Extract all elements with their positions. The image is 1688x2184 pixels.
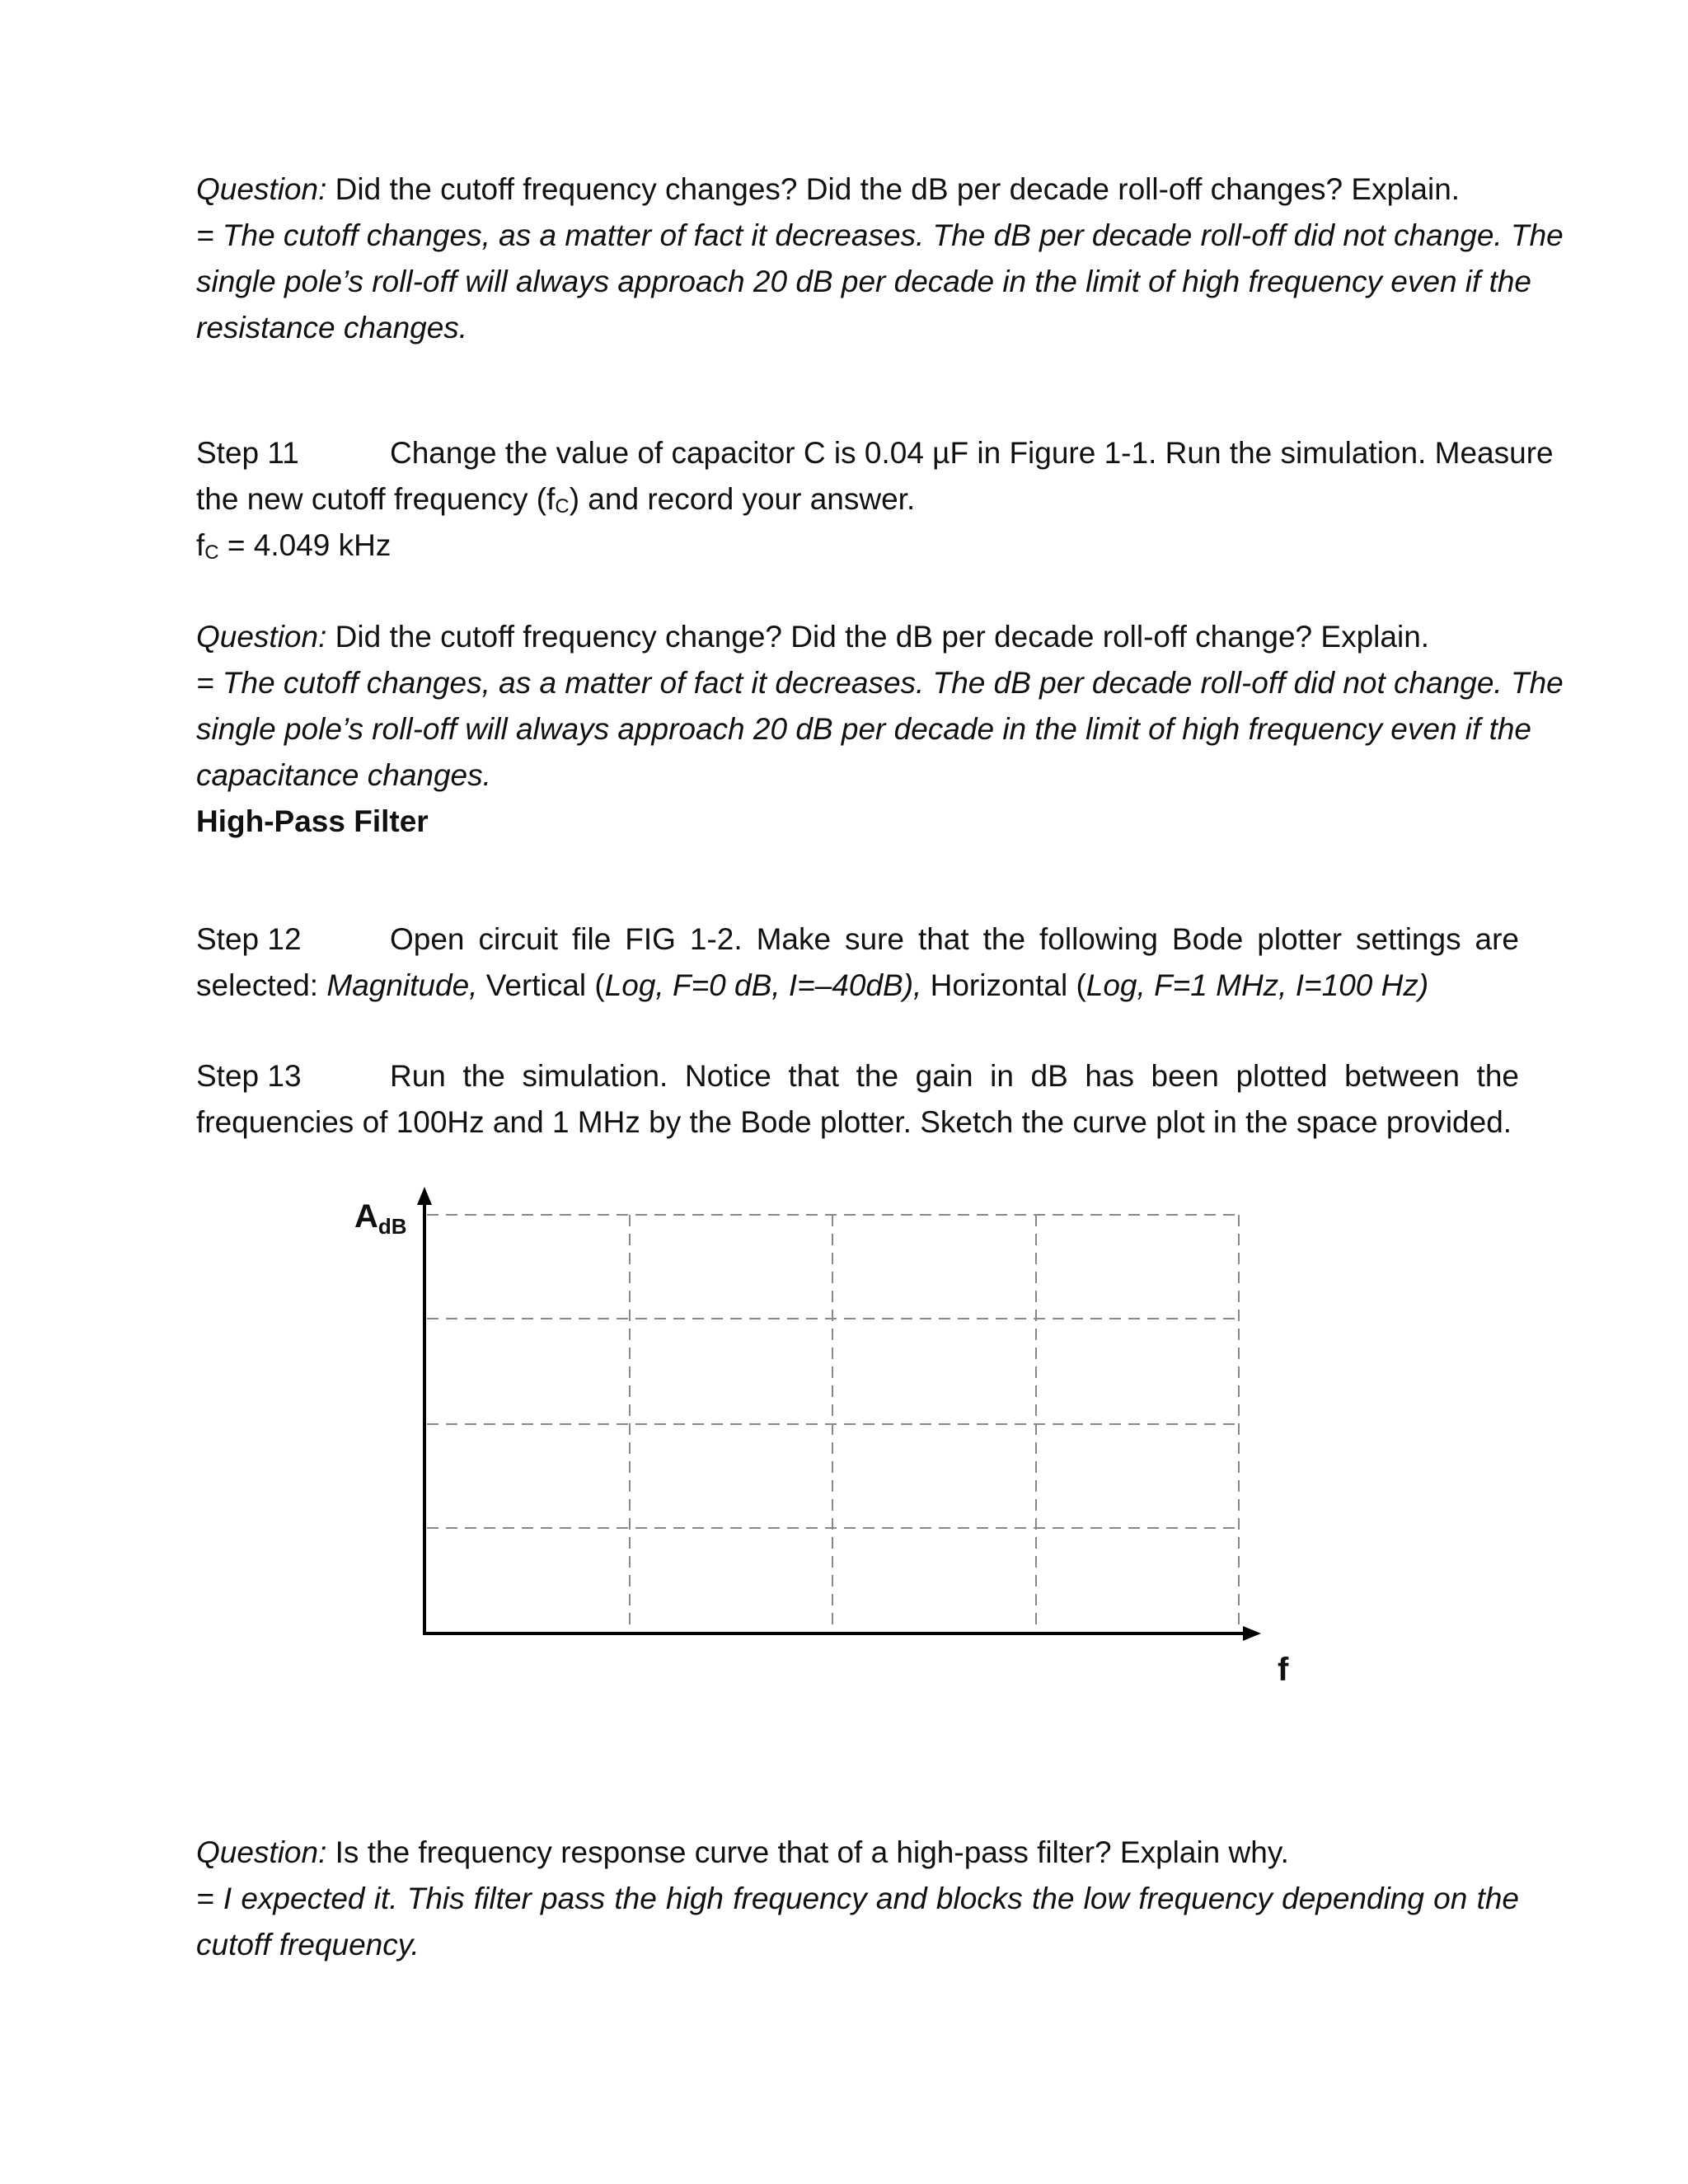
answer-line: resistance changes.: [196, 311, 468, 344]
question-2-prompt: [196, 614, 1519, 660]
step-11-line-2: [196, 476, 1519, 523]
subscript: C: [204, 541, 219, 564]
step-13: [196, 1053, 1519, 1146]
step-text: Horizontal (: [921, 968, 1086, 1002]
y-axis-label: [354, 1198, 407, 1239]
question-2: [196, 614, 1564, 845]
question-text: Did the cutoff frequency changes? Did the dB per decade roll-off changes? Explain.: [326, 172, 1461, 206]
answer-line: cutoff frequency.: [196, 1928, 420, 1961]
question-text: Did the cutoff frequency change? Did the dB per decade roll-off change? Explain.: [326, 620, 1430, 654]
step-13-line-2: frequencies of 100Hz and 1 MHz by the Bode plotter. Sketch the curve plot in the space provided.: [196, 1105, 1512, 1139]
question-label: Question:: [196, 1835, 327, 1869]
setting-value: Magnitude,: [326, 968, 478, 1002]
step-label: Step 13: [196, 1059, 302, 1093]
answer-line: = The cutoff changes, as a matter of fact it decreases. The dB per decade roll-off did not change. The: [196, 666, 1564, 700]
setting-value: Log, F=1 MHz, I=100 Hz): [1085, 968, 1429, 1002]
answer-line: = The cutoff changes, as a matter of fact it decreases. The dB per decade roll-off did not change. The: [196, 218, 1564, 252]
question-label: Question:: [196, 620, 327, 654]
step-13-line-1: [196, 1053, 1519, 1099]
answer-line: = I expected it. This filter pass the high frequency and blocks the low frequency depending on the: [196, 1882, 1519, 1915]
y-axis-label-sub: dB: [377, 1214, 407, 1239]
cutoff-result: [196, 523, 1519, 569]
bode-sketch-grid: [330, 1179, 1319, 1706]
answer-line: single pole’s roll-off will always approach 20 dB per decade in the limit of high frequency even if the: [196, 265, 1532, 298]
step-text: Run the simulation. Notice that the gain in dB has been plotted between the: [390, 1059, 1519, 1093]
step-11: [196, 430, 1554, 569]
y-axis-label-main: A: [354, 1198, 378, 1235]
step-label: Step 12: [196, 922, 302, 956]
step-12: [196, 916, 1519, 1009]
step-text: Vertical (: [477, 968, 605, 1002]
question-1: [196, 166, 1564, 351]
step-text: selected:: [196, 968, 327, 1002]
step-text: Open circuit file FIG 1-2. Make sure that the following Bode plotter settings are: [390, 922, 1519, 956]
step-text: Change the value of capacitor C is 0.04 µF in Figure 1-1. Run the simulation. Measure: [390, 436, 1554, 470]
y-axis-arrow-icon: [417, 1187, 432, 1205]
answer-line: single pole’s roll-off will always approach 20 dB per decade in the limit of high frequency even if the: [196, 712, 1532, 746]
subscript: C: [555, 495, 570, 518]
dashed-grid: [427, 1215, 1240, 1632]
step-label: Step 11: [196, 436, 299, 470]
step-12-line-2: [196, 963, 1519, 1009]
question-text: Is the frequency response curve that of a high-pass filter? Explain why.: [326, 1835, 1289, 1869]
question-label: Question:: [196, 172, 327, 206]
section-heading: High-Pass Filter: [196, 804, 429, 838]
question-3: [196, 1830, 1519, 1968]
step-text: ) and record your answer.: [569, 482, 916, 516]
result-symbol: f: [196, 528, 205, 562]
step-11-line-1: [196, 430, 1554, 476]
x-axis-arrow-icon: [1243, 1626, 1261, 1641]
question-1-prompt: [196, 166, 1519, 213]
result-value: = 4.049 kHz: [218, 528, 392, 562]
x-axis-label: f: [1278, 1652, 1289, 1688]
question-3-prompt: [196, 1830, 1519, 1876]
step-12-line-1: [196, 916, 1519, 963]
grid-svg: [330, 1179, 1319, 1706]
setting-value: Log, F=0 dB, I=–40dB),: [604, 968, 922, 1002]
step-text: the new cutoff frequency (f: [196, 482, 556, 516]
answer-line: capacitance changes.: [196, 758, 491, 792]
